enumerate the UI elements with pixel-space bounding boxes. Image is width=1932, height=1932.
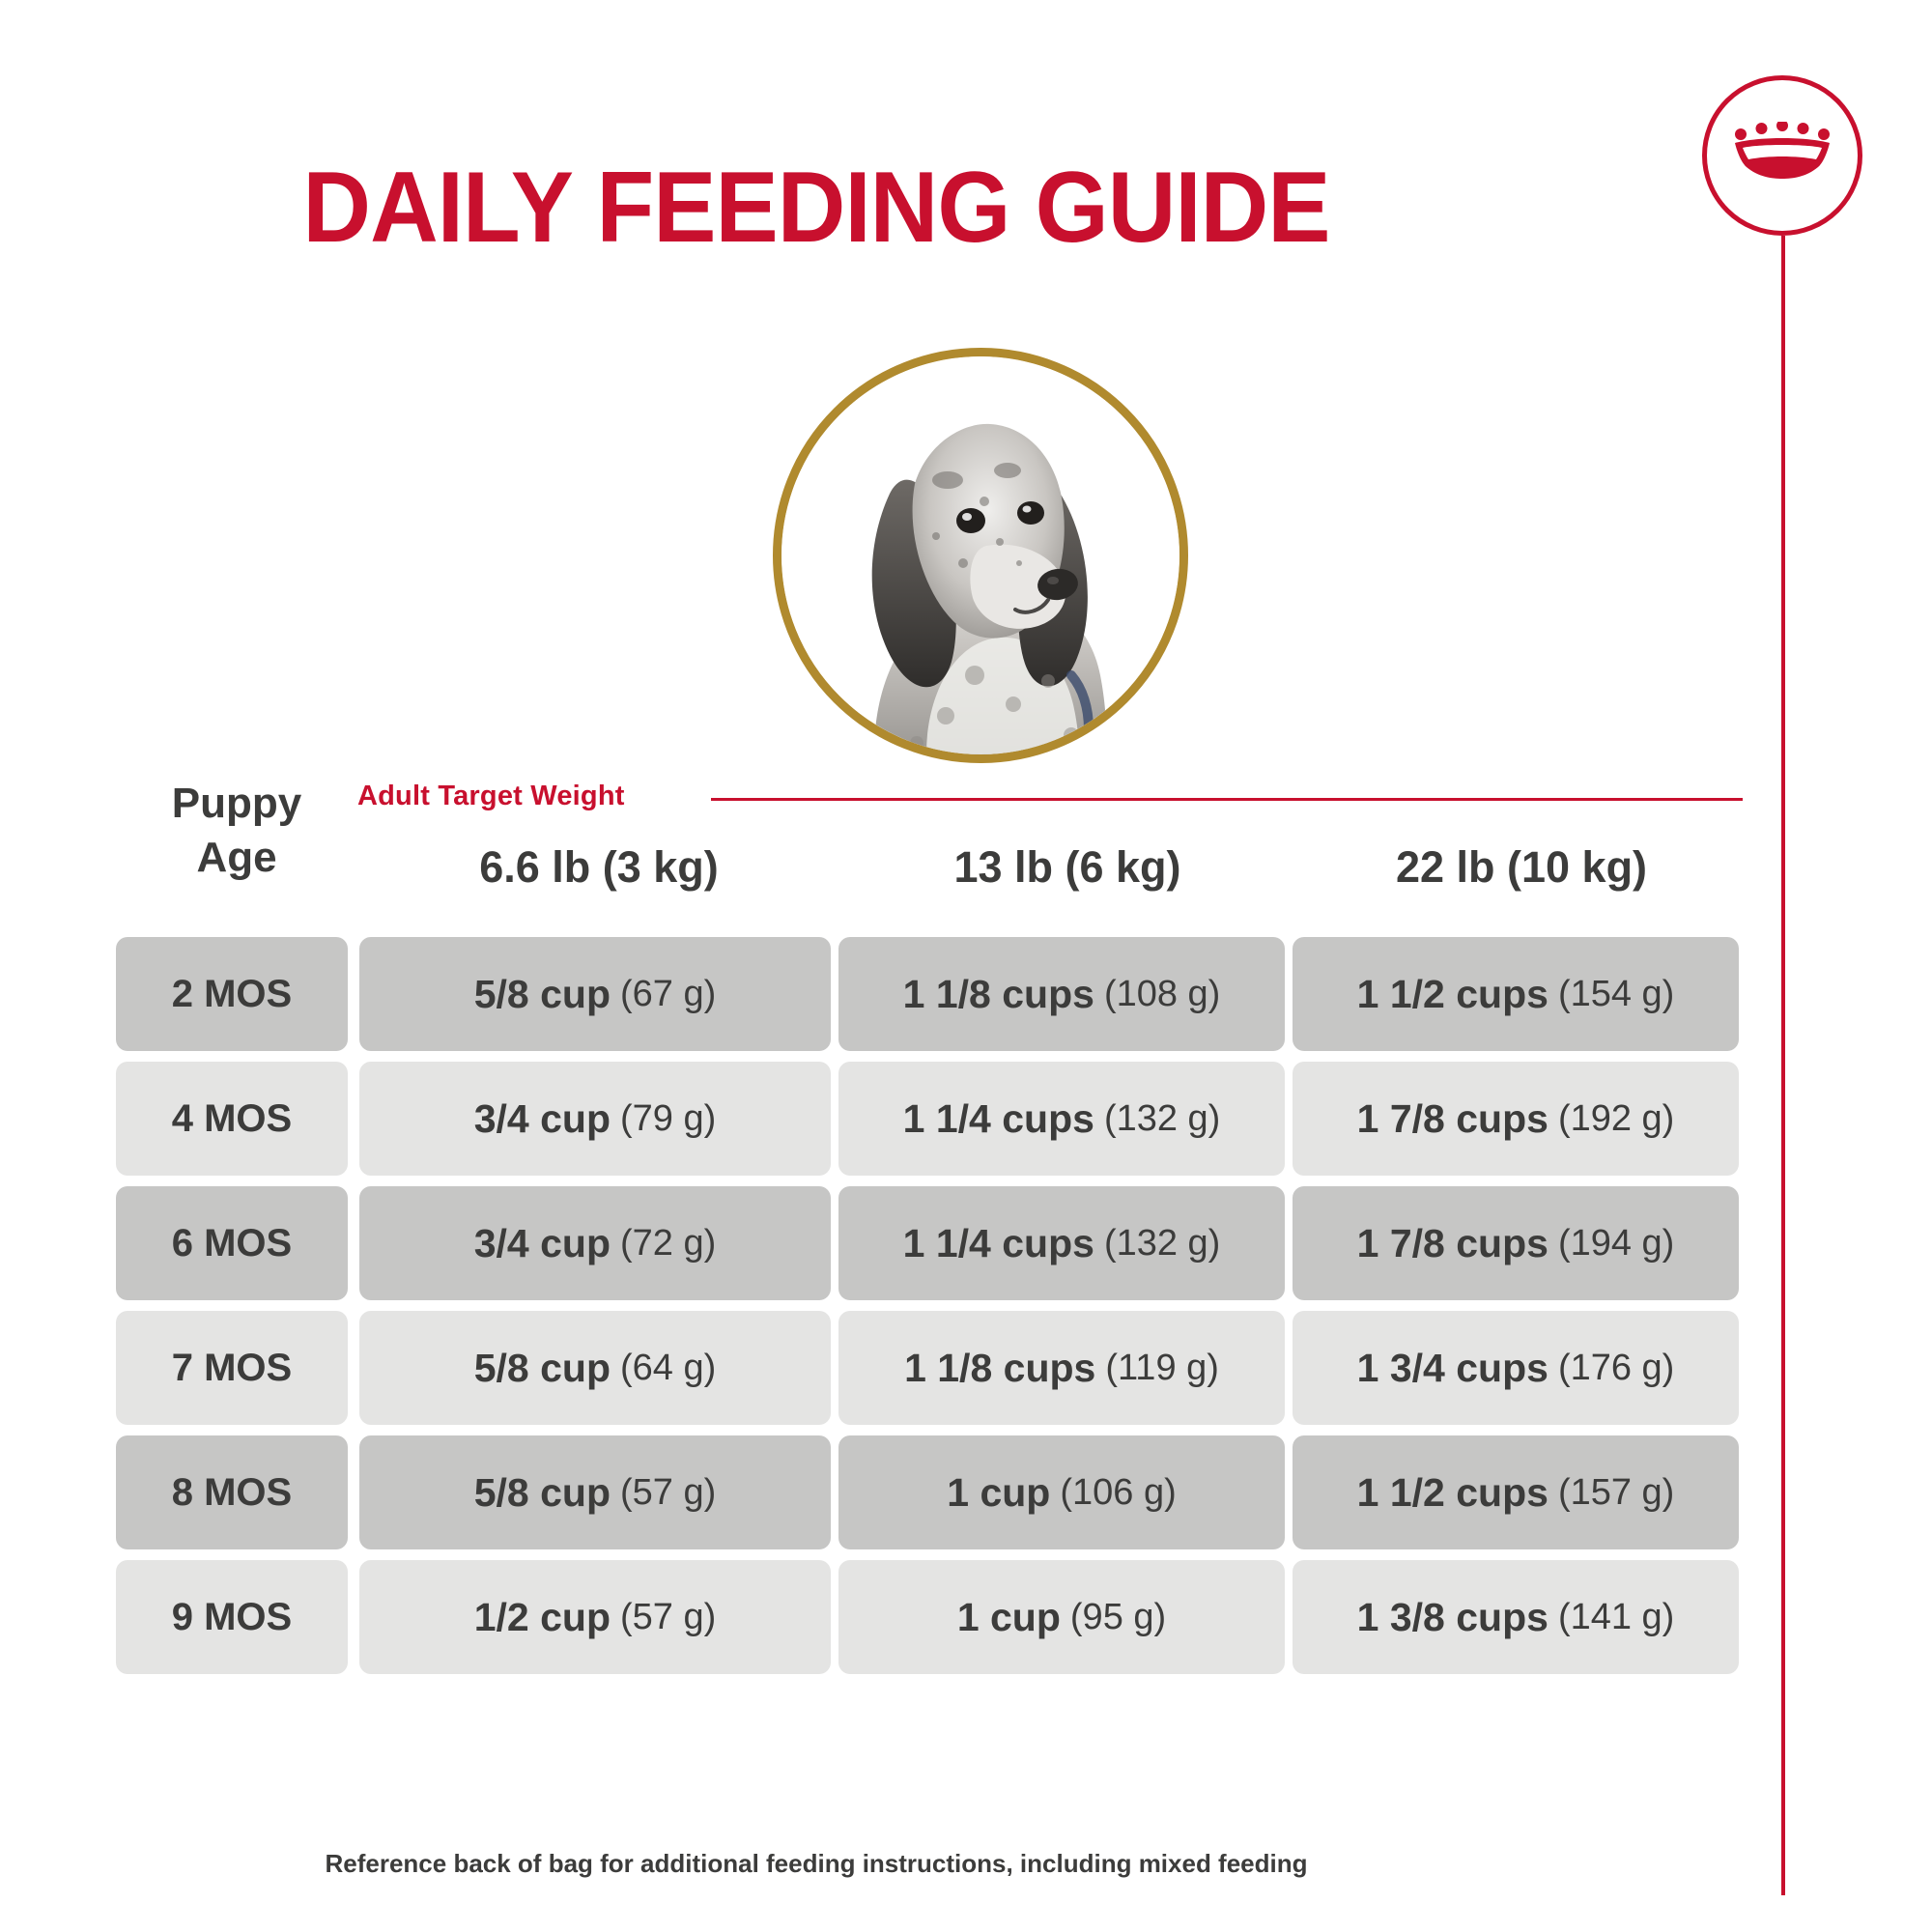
cell-amount: 5/8 cup [473,1469,611,1515]
brand-vertical-rule [1781,236,1785,1895]
row-cell [838,1186,1285,1300]
cell-grams: (176 g) [1557,1347,1675,1388]
row-cell [1293,1062,1739,1176]
cell-amount: 1 1/2 cups [1356,1469,1548,1515]
row-age: 6 MOS [116,1186,348,1300]
cell-grams: (106 g) [1060,1471,1177,1513]
row-cell [838,1435,1285,1549]
row-cell [838,1062,1285,1176]
cell-amount: 5/8 cup [473,971,611,1016]
row-age: 7 MOS [116,1311,348,1425]
cell-amount: 1 7/8 cups [1356,1095,1548,1141]
cell-grams: (194 g) [1557,1222,1675,1264]
row-cell [359,1062,831,1176]
table-row [116,1560,1748,1674]
puppy-medallion [773,348,1188,763]
row-cell [359,1560,831,1674]
table-row [116,1435,1748,1549]
cell-grams: (64 g) [620,1347,717,1388]
row-cell [1293,937,1739,1051]
cell-grams: (132 g) [1103,1097,1221,1139]
cell-amount: 1/2 cup [473,1594,611,1639]
cell-grams: (132 g) [1103,1222,1221,1264]
table-row [116,1062,1748,1176]
cell-grams: (95 g) [1069,1596,1167,1637]
column-header-weight-2: 13 lb (6 kg) [953,842,1181,892]
adult-target-weight-rule [711,798,1743,801]
cell-amount: 1 3/4 cups [1356,1345,1548,1390]
row-cell [359,1435,831,1549]
row-cell [1293,1560,1739,1674]
cell-grams: (192 g) [1557,1097,1675,1139]
cell-grams: (141 g) [1557,1596,1675,1637]
cell-grams: (57 g) [620,1596,717,1637]
cell-amount: 3/4 cup [473,1095,611,1141]
puppy-photo [781,356,1179,754]
row-cell [1293,1311,1739,1425]
column-header-weight-3: 22 lb (10 kg) [1395,842,1648,892]
footnote: Reference back of bag for additional feeding instructions, including mixed feeding [325,1849,1308,1878]
table-row [116,1186,1748,1300]
cell-grams: (119 g) [1105,1347,1219,1388]
row-cell [1293,1186,1739,1300]
cell-amount: 1 7/8 cups [1356,1220,1548,1265]
row-cell [359,1311,831,1425]
page-title: DAILY FEEDING GUIDE [302,152,1330,264]
cell-amount: 1 1/4 cups [902,1095,1094,1141]
row-age: 2 MOS [116,937,348,1051]
row-cell [838,1560,1285,1674]
cell-amount: 1 1/4 cups [902,1220,1094,1265]
cell-amount: 1 1/2 cups [1356,971,1548,1016]
cell-amount: 1 cup [947,1469,1051,1515]
cell-grams: (108 g) [1103,973,1221,1014]
cell-amount: 5/8 cup [473,1345,611,1390]
cell-grams: (67 g) [620,973,717,1014]
cell-amount: 1 cup [956,1594,1061,1639]
column-header-weight-1: 6.6 lb (3 kg) [479,842,719,892]
table-header-row [116,773,1748,937]
table-row [116,937,1748,1051]
puppy-age-line-1: Puppy [171,780,302,827]
cell-amount: 1 3/8 cups [1356,1594,1548,1639]
feeding-table [116,773,1748,1685]
puppy-age-line-2: Age [196,834,277,882]
row-cell [1293,1435,1739,1549]
cell-amount: 1 1/8 cups [904,1345,1096,1390]
table-row [116,1311,1748,1425]
cell-grams: (57 g) [620,1471,717,1513]
row-cell [838,937,1285,1051]
row-age: 8 MOS [116,1435,348,1549]
cell-amount: 3/4 cup [473,1220,611,1265]
cell-grams: (157 g) [1557,1471,1675,1513]
row-cell [838,1311,1285,1425]
row-cell [359,1186,831,1300]
column-header-puppy-age [116,777,357,886]
cell-amount: 1 1/8 cups [902,971,1094,1016]
adult-target-weight-label: Adult Target Weight [357,781,625,811]
royal-canin-crown-icon [1702,75,1862,236]
row-age: 9 MOS [116,1560,348,1674]
row-age: 4 MOS [116,1062,348,1176]
cell-grams: (72 g) [620,1222,717,1264]
cell-grams: (79 g) [620,1097,717,1139]
cell-grams: (154 g) [1557,973,1675,1014]
row-cell [359,937,831,1051]
